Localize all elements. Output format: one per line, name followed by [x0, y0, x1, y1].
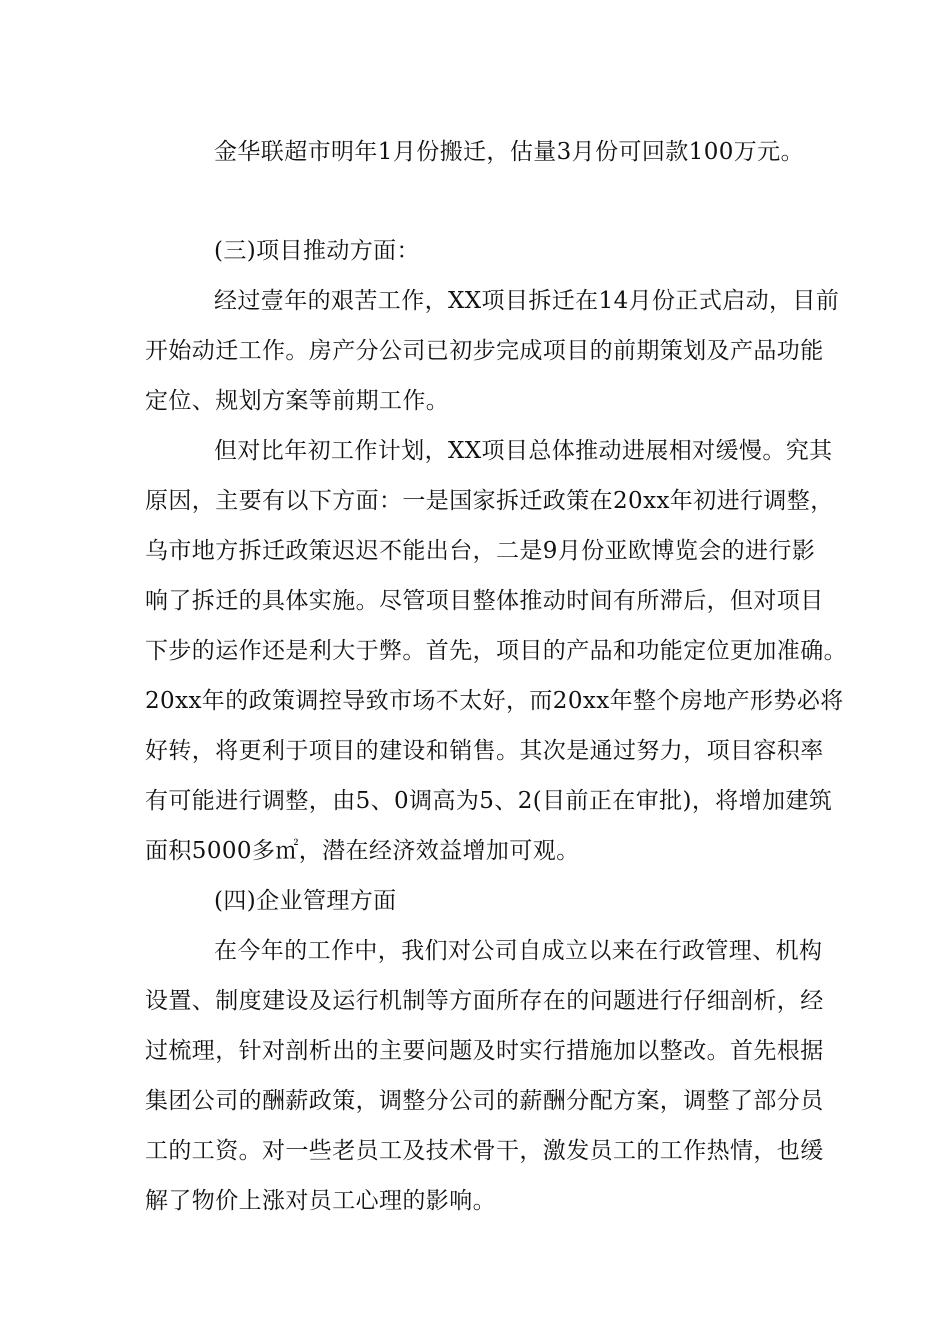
paragraph-line: 下步的运作还是利大于弊。首先，项目的产品和功能定位更加准确。	[145, 638, 847, 664]
paragraph-line: 但对比年初工作计划，XX项目总体推动进展相对缓慢。究其	[214, 438, 833, 464]
paragraph-line: 过梳理，针对剖析出的主要问题及时实行措施加以整改。首先根据	[145, 1038, 824, 1064]
paragraph-line: 乌市地方拆迁政策迟迟不能出台，二是9月份亚欧博览会的进行影	[145, 538, 816, 564]
paragraph-line: 工的工资。对一些老员工及技术骨干，激发员工的工作热情，也缓	[145, 1138, 824, 1164]
paragraph-line: 集团公司的酬薪政策，调整分公司的薪酬分配方案，调整了部分员	[145, 1088, 824, 1114]
paragraph-line: 在今年的工作中，我们对公司自成立以来在行政管理、机构	[214, 938, 823, 964]
paragraph-line: 解了物价上涨对员工心理的影响。	[145, 1188, 496, 1214]
paragraph-line: 原因，主要有以下方面：一是国家拆迁政策在20xx年初进行调整，	[145, 488, 834, 514]
paragraph-line: 面积5000多㎡，潜在经济效益增加可观。	[145, 838, 580, 864]
paragraph-line: 20xx年的政策调控导致市场不太好，而20xx年整个房地产形势必将	[145, 688, 844, 714]
section-heading-project-promotion: (三)项目推动方面：	[214, 238, 420, 264]
paragraph-line: 开始动迁工作。房产分公司已初步完成项目的前期策划及产品功能	[145, 338, 824, 364]
paragraph-line: 经过壹年的艰苦工作，XX项目拆迁在14月份正式启动，目前	[214, 288, 840, 314]
paragraph-line: 好转，将更利于项目的建设和销售。其次是通过努力，项目容积率	[145, 738, 824, 764]
paragraph-line: 设置、制度建设及运行机制等方面所存在的问题进行仔细剖析，经	[145, 988, 824, 1014]
paragraph-line: 定位、规划方案等前期工作。	[145, 388, 450, 414]
paragraph-line: 响了拆迁的具体实施。尽管项目整体推动时间有所滞后，但对项目	[145, 588, 824, 614]
paragraph-supermarket-relocation: 金华联超市明年1月份搬迁，估量3月份可回款100万元。	[214, 139, 804, 165]
paragraph-line: 有可能进行调整，由5、0调高为5、2(目前正在审批)，将增加建筑	[145, 788, 833, 814]
section-heading-enterprise-management: (四)企业管理方面	[214, 888, 397, 914]
